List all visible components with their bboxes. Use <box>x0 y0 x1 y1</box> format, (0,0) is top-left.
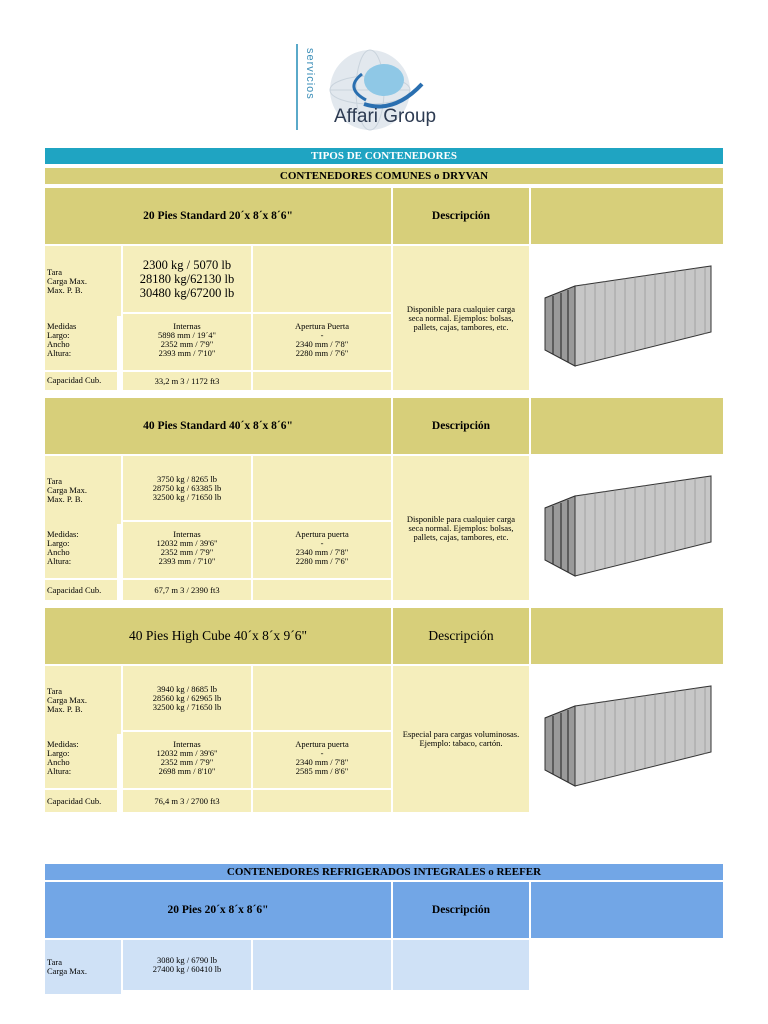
apertura-header: Apertura puerta <box>295 529 349 539</box>
empty-cell <box>253 456 391 520</box>
label-ancho: Ancho <box>47 757 70 767</box>
apertura-largo: - <box>320 538 324 548</box>
container-image <box>531 456 723 600</box>
value-carga-max: 27400 kg / 60410 lb <box>152 964 222 974</box>
label-tara: Tara <box>47 266 62 277</box>
container-image <box>531 666 723 812</box>
label-medidas: Medidas <box>47 321 77 331</box>
apertura-ancho: 2340 mm / 7'8" <box>295 547 349 557</box>
internas-largo: 12032 mm / 39'6" <box>156 748 218 758</box>
empty-cell <box>253 246 391 312</box>
capacity-value: 67,7 m 3 / 2390 ft3 <box>123 580 251 600</box>
weights-values <box>123 246 251 312</box>
container-illustration <box>531 666 723 812</box>
weights-values <box>123 666 251 730</box>
internas-ancho: 2352 mm / 7'9" <box>160 547 214 557</box>
description-text: Disponible para cualquier carga seca normal. Ejemplos: bolsas, pallets, cajas, tambores, etc. <box>393 456 529 600</box>
label-ancho: Ancho <box>47 339 70 349</box>
internas-altura: 2393 mm / 7'10" <box>158 556 216 566</box>
value-tara: 2300 kg / 5070 lb <box>142 258 232 272</box>
label-altura: Altura: <box>47 766 72 776</box>
label-medidas: Medidas: <box>47 739 79 749</box>
header-filler <box>531 608 723 664</box>
reefer-title: CONTENEDORES REFRIGERADOS INTEGRALES o REEFER <box>45 864 723 880</box>
container-illustration <box>531 456 723 600</box>
weights-values <box>123 456 251 520</box>
description-header: Descripción <box>393 608 529 664</box>
weights-labels <box>45 940 121 994</box>
section-group-title: CONTENEDORES COMUNES o DRYVAN <box>45 168 723 184</box>
container-image <box>531 246 723 390</box>
section-title: 40 Pies Standard 40´x 8´x 8´6" <box>45 398 391 454</box>
value-max-pb: 32500 kg / 71650 lb <box>152 701 222 712</box>
capacity-label: Capacidad Cub. <box>45 372 117 390</box>
label-largo: Largo: <box>47 538 70 548</box>
internas-largo: 5898 mm / 19´4" <box>157 330 216 340</box>
empty-cell <box>253 580 391 600</box>
apertura-largo: - <box>320 748 324 758</box>
label-max-pb: Max. P. B. <box>47 493 83 504</box>
apertura-largo: - <box>320 330 324 340</box>
value-tara: 3940 kg / 8685 lb <box>157 683 217 694</box>
logo-name: Affari Group <box>334 106 437 127</box>
container-section-20-standard <box>45 188 723 392</box>
label-altura: Altura: <box>47 348 72 358</box>
logo-vertical-text: servicios <box>304 48 316 100</box>
label-altura: Altura: <box>47 556 72 566</box>
apertura-ancho: 2340 mm / 7'8" <box>295 339 349 349</box>
label-carga-max: Carga Max. <box>47 484 87 495</box>
reefer-section-20 <box>45 882 723 1024</box>
page-title: TIPOS DE CONTENEDORES <box>45 148 723 164</box>
empty-cell <box>253 666 391 730</box>
section-title: 20 Pies Standard 20´x 8´x 8´6" <box>45 188 391 244</box>
weights-labels <box>45 456 121 524</box>
label-largo: Largo: <box>47 330 70 340</box>
label-tara: Tara <box>47 475 62 486</box>
apertura-ancho: 2340 mm / 7'8" <box>295 757 349 767</box>
capacity-value: 76,4 m 3 / 2700 ft3 <box>123 790 251 812</box>
section-header <box>45 188 723 244</box>
description-header: Descripción <box>393 188 529 244</box>
apertura-altura: 2280 mm / 7'6" <box>295 348 349 358</box>
measures-labels <box>45 314 117 370</box>
apertura-altura: 2280 mm / 7'6" <box>295 556 349 566</box>
label-carga-max: Carga Max. <box>47 966 87 976</box>
internas-column <box>123 522 251 578</box>
internas-column <box>123 314 251 370</box>
header-filler <box>531 882 723 938</box>
measures-labels <box>45 522 117 578</box>
label-tara: Tara <box>47 685 62 696</box>
container-illustration <box>531 246 723 390</box>
label-medidas: Medidas: <box>47 529 79 539</box>
apertura-header: Apertura puerta <box>295 739 349 749</box>
section-title: 20 Pies 20´x 8´x 8´6" <box>45 882 391 938</box>
internas-largo: 12032 mm / 39'6" <box>156 538 218 548</box>
value-carga-max: 28560 kg / 62965 lb <box>152 692 222 703</box>
logo-divider <box>296 44 298 130</box>
weights-labels <box>45 246 121 316</box>
label-largo: Largo: <box>47 748 70 758</box>
measures-labels <box>45 732 117 788</box>
capacity-label: Capacidad Cub. <box>45 790 117 812</box>
value-tara: 3750 kg / 8265 lb <box>157 473 217 484</box>
apertura-column <box>253 314 391 370</box>
affari-group-logo <box>296 44 446 132</box>
value-tara: 3080 kg / 6790 lb <box>157 955 217 965</box>
description-header: Descripción <box>393 398 529 454</box>
apertura-column <box>253 732 391 788</box>
section-header <box>45 882 723 938</box>
section-header <box>45 608 723 664</box>
value-carga-max: 28750 kg / 63385 lb <box>152 482 222 493</box>
empty-cell <box>253 790 391 812</box>
internas-header: Internas <box>173 321 201 331</box>
weights-labels <box>45 666 121 734</box>
weights-values <box>123 940 251 990</box>
label-ancho: Ancho <box>47 547 70 557</box>
value-max-pb: 30480 kg/67200 lb <box>139 286 235 300</box>
description-cell <box>393 940 529 990</box>
internas-altura: 2393 mm / 7'10" <box>158 348 216 358</box>
label-carga-max: Carga Max. <box>47 275 87 286</box>
header-filler <box>531 188 723 244</box>
internas-ancho: 2352 mm / 7'9" <box>160 339 214 349</box>
value-carga-max: 28180 kg/62130 lb <box>139 272 235 286</box>
internas-altura: 2698 mm / 8'10" <box>158 766 216 776</box>
apertura-column <box>253 522 391 578</box>
label-max-pb: Max. P. B. <box>47 703 83 714</box>
label-carga-max: Carga Max. <box>47 694 87 705</box>
capacity-value: 33,2 m 3 / 1172 ft3 <box>123 372 251 390</box>
apertura-altura: 2585 mm / 8'6" <box>295 766 349 776</box>
internas-header: Internas <box>173 529 201 539</box>
container-section-40-standard <box>45 398 723 604</box>
internas-column <box>123 732 251 788</box>
section-title: 40 Pies High Cube 40´x 8´x 9´6" <box>45 608 391 664</box>
empty-cell <box>253 940 391 990</box>
empty-cell <box>253 372 391 390</box>
capacity-label: Capacidad Cub. <box>45 580 117 600</box>
internas-header: Internas <box>173 739 201 749</box>
internas-ancho: 2352 mm / 7'9" <box>160 757 214 767</box>
label-tara: Tara <box>47 957 62 967</box>
section-header <box>45 398 723 454</box>
container-section-40-high-cube <box>45 608 723 814</box>
description-text: Disponible para cualquier carga seca normal. Ejemplos: bolsas, pallets, cajas, tambores, etc. <box>393 246 529 390</box>
header-filler <box>531 398 723 454</box>
value-max-pb: 32500 kg / 71650 lb <box>152 491 222 502</box>
label-max-pb: Max. P. B. <box>47 284 83 295</box>
description-header: Descripción <box>393 882 529 938</box>
apertura-header: Apertura Puerta <box>294 321 350 331</box>
description-text: Especial para cargas voluminosas. Ejemplo: tabaco, cartón. <box>393 666 529 812</box>
